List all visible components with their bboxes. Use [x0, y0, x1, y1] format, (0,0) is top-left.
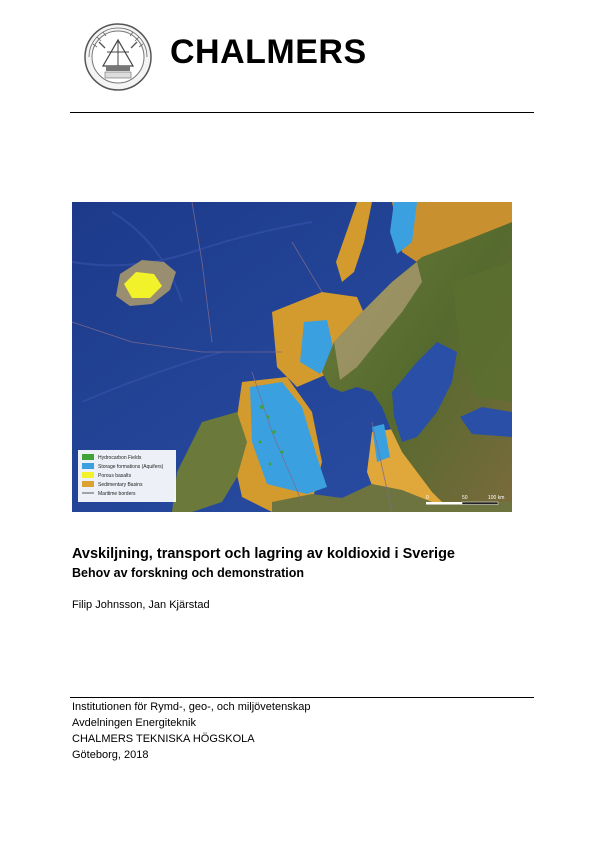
- legend-swatch-hydrocarbon: [82, 454, 94, 460]
- chalmers-seal-icon: [83, 22, 153, 92]
- legend-swatch-aquifers: [82, 463, 94, 469]
- header-divider: [70, 112, 534, 113]
- map-legend: [78, 450, 176, 502]
- legend-swatch-sedimentary: [82, 481, 94, 487]
- brand-name: CHALMERS: [170, 33, 367, 71]
- legend-label: Storage formations (Aquifers): [98, 464, 164, 470]
- legend-label: Porous basalts: [98, 473, 132, 479]
- division-name: Avdelningen Energiteknik: [72, 717, 196, 729]
- institution-name: Institutionen för Rymd-, geo-, och miljövetenskap: [72, 701, 311, 713]
- place-and-year: Göteborg, 2018: [72, 749, 149, 761]
- scale-mid: 50: [462, 495, 468, 501]
- report-authors: Filip Johnsson, Jan Kjärstad: [72, 599, 210, 611]
- university-name: CHALMERS TEKNISKA HÖGSKOLA: [72, 733, 255, 745]
- legend-label: Sedimentary Basins: [98, 482, 143, 488]
- legend-swatch-basalts: [82, 472, 94, 478]
- report-title: Avskiljning, transport och lagring av koldioxid i Sverige: [72, 546, 455, 562]
- scale-end: 100 km: [488, 495, 505, 501]
- report-subtitle: Behov av forskning och demonstration: [72, 566, 304, 580]
- legend-label: Hydrocarbon Fields: [98, 455, 142, 461]
- map-scale-bar: [420, 492, 510, 508]
- footer-divider: [70, 697, 534, 698]
- cover-map-image: [72, 202, 512, 512]
- scale-start: 0: [426, 495, 429, 501]
- legend-label: Maritime borders: [98, 491, 136, 497]
